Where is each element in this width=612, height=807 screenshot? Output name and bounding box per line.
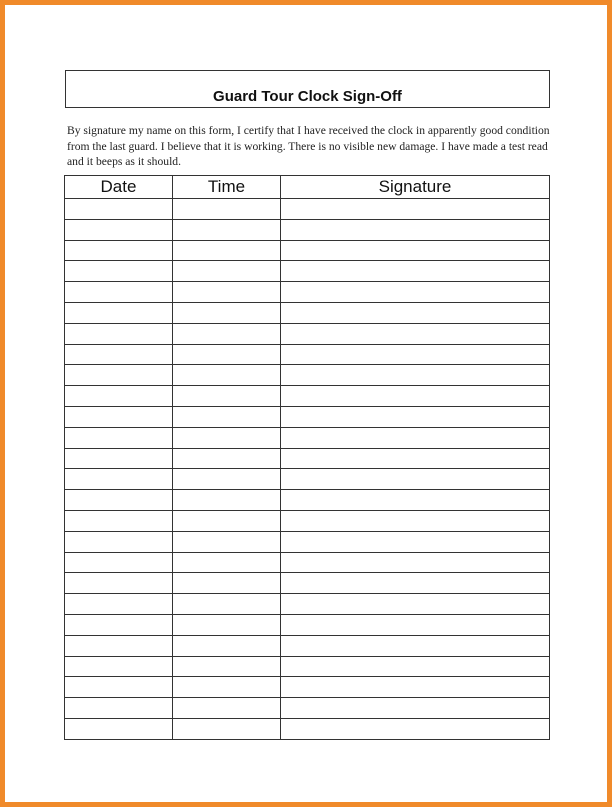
date-cell (65, 677, 173, 698)
table-row (65, 386, 550, 407)
table-row (65, 614, 550, 635)
signature-cell (281, 386, 550, 407)
signature-cell (281, 427, 550, 448)
time-cell (173, 344, 281, 365)
date-cell (65, 614, 173, 635)
time-cell (173, 552, 281, 573)
signature-cell (281, 344, 550, 365)
signature-cell (281, 656, 550, 677)
date-cell (65, 302, 173, 323)
table-row (65, 261, 550, 282)
date-cell (65, 386, 173, 407)
certification-statement: By signature my name on this form, I certify that I have received the clock in apparently good condition from the last guard. I believe that it is working. There is no visible new damage. I have made a test read and it beeps as it should. (67, 124, 550, 168)
table-row (65, 718, 550, 739)
time-column-header: Time (173, 176, 281, 199)
time-cell (173, 386, 281, 407)
table-row (65, 199, 550, 220)
date-cell (65, 510, 173, 531)
table-row (65, 302, 550, 323)
signature-cell (281, 510, 550, 531)
time-cell (173, 427, 281, 448)
signature-cell (281, 677, 550, 698)
time-cell (173, 240, 281, 261)
signature-cell (281, 635, 550, 656)
time-cell (173, 635, 281, 656)
date-column-header: Date (65, 176, 173, 199)
form-title: Guard Tour Clock Sign-Off (213, 88, 402, 105)
signature-cell (281, 282, 550, 303)
table-row (65, 698, 550, 719)
table-row (65, 677, 550, 698)
time-cell (173, 656, 281, 677)
time-cell (173, 469, 281, 490)
time-cell (173, 573, 281, 594)
signature-cell (281, 490, 550, 511)
date-cell (65, 282, 173, 303)
signature-cell (281, 240, 550, 261)
table-row (65, 635, 550, 656)
time-cell (173, 365, 281, 386)
date-cell (65, 656, 173, 677)
time-cell (173, 199, 281, 220)
table-row (65, 594, 550, 615)
signature-cell (281, 261, 550, 282)
table-body (65, 199, 550, 740)
signature-cell (281, 552, 550, 573)
signature-cell (281, 573, 550, 594)
signoff-table (64, 175, 550, 740)
table-row (65, 323, 550, 344)
signature-cell (281, 302, 550, 323)
date-cell (65, 635, 173, 656)
date-cell (65, 594, 173, 615)
time-cell (173, 490, 281, 511)
signature-cell (281, 469, 550, 490)
time-cell (173, 219, 281, 240)
table-row (65, 344, 550, 365)
date-cell (65, 531, 173, 552)
date-cell (65, 573, 173, 594)
signature-column-header: Signature (281, 176, 550, 199)
time-cell (173, 448, 281, 469)
table-row (65, 448, 550, 469)
date-cell (65, 427, 173, 448)
signature-cell (281, 698, 550, 719)
table-row (65, 427, 550, 448)
date-cell (65, 365, 173, 386)
date-cell (65, 240, 173, 261)
date-cell (65, 490, 173, 511)
table-row (65, 656, 550, 677)
date-cell (65, 219, 173, 240)
signature-cell (281, 531, 550, 552)
date-cell (65, 718, 173, 739)
table-row (65, 573, 550, 594)
table-row (65, 406, 550, 427)
time-cell (173, 302, 281, 323)
time-cell (173, 261, 281, 282)
time-cell (173, 323, 281, 344)
signature-cell (281, 199, 550, 220)
signature-cell (281, 594, 550, 615)
time-cell (173, 406, 281, 427)
time-cell (173, 510, 281, 531)
signature-cell (281, 365, 550, 386)
time-cell (173, 614, 281, 635)
date-cell (65, 344, 173, 365)
table-row (65, 531, 550, 552)
signature-cell (281, 614, 550, 635)
time-cell (173, 698, 281, 719)
date-cell (65, 199, 173, 220)
time-cell (173, 531, 281, 552)
table-row (65, 552, 550, 573)
date-cell (65, 552, 173, 573)
date-cell (65, 698, 173, 719)
time-cell (173, 718, 281, 739)
table-header-row (65, 176, 550, 199)
time-cell (173, 282, 281, 303)
table-row (65, 469, 550, 490)
date-cell (65, 261, 173, 282)
table-row (65, 240, 550, 261)
date-cell (65, 469, 173, 490)
signature-cell (281, 448, 550, 469)
date-cell (65, 448, 173, 469)
signature-cell (281, 718, 550, 739)
table-row (65, 510, 550, 531)
date-cell (65, 406, 173, 427)
signature-cell (281, 406, 550, 427)
table-row (65, 219, 550, 240)
table-row (65, 365, 550, 386)
time-cell (173, 594, 281, 615)
signature-cell (281, 219, 550, 240)
title-box (65, 70, 550, 108)
signature-cell (281, 323, 550, 344)
table-row (65, 282, 550, 303)
date-cell (65, 323, 173, 344)
time-cell (173, 677, 281, 698)
table-row (65, 490, 550, 511)
